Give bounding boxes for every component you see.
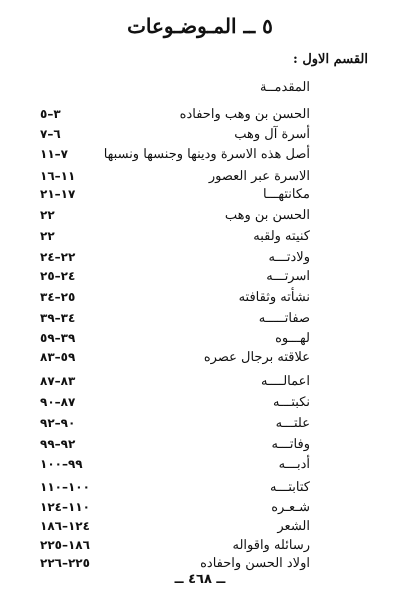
toc-pages: ٩٠–٩٢: [40, 416, 76, 430]
toc-pages: ٣٤–٣٩: [40, 311, 76, 325]
toc-label: اسرتـــه: [266, 269, 310, 284]
toc-row: [40, 500, 310, 520]
section-heading: القسم الاول :: [293, 52, 368, 67]
toc-label: الشعر: [277, 519, 310, 534]
toc-pages: ٧–١١: [40, 147, 68, 161]
toc-label: الحسن بن وهب: [224, 208, 310, 223]
toc-row: [40, 437, 310, 457]
toc-pages: ٩٩–١٠٠: [40, 457, 83, 471]
toc-label: ولادتـــه: [268, 250, 310, 265]
toc-row: [40, 127, 310, 147]
toc-label: كنيته ولقبه: [253, 229, 310, 244]
toc-pages: ٣–٥: [40, 107, 61, 121]
toc-pages: ٩٢–٩٩: [40, 437, 76, 451]
toc-label: أصل هذه الاسرة ودينها وجنسها ونسبها: [103, 147, 310, 162]
toc-label: نكبتـــه: [272, 395, 310, 410]
toc-label: اعمالــــه: [260, 374, 310, 389]
toc-pages: ٢٢–٢٤: [40, 250, 76, 264]
toc-row: [40, 331, 310, 351]
toc-label: لهـــوه: [275, 331, 310, 346]
toc-row: [40, 208, 310, 228]
toc-label: اولاد الحسن واحفاده: [200, 556, 310, 571]
toc-row: [40, 311, 310, 331]
toc-row: [40, 519, 310, 539]
toc-row: [40, 269, 310, 289]
toc-row: [40, 107, 310, 127]
toc-label: كتابتـــه: [269, 480, 310, 495]
toc-row: [40, 480, 310, 500]
toc-row: [40, 169, 310, 189]
toc-pages: ١٧–٢١: [40, 187, 76, 201]
toc-row: [40, 457, 310, 477]
toc-row: [40, 350, 310, 370]
toc-pages: ٢٥–٣٤: [40, 290, 76, 304]
page-number: ــ ٤٦٨ ــ: [174, 572, 226, 587]
toc-label: شـعـره: [271, 500, 310, 515]
toc-row: [40, 147, 310, 167]
toc-row: [40, 538, 310, 558]
toc-label: الحسن بن وهب واحفاده: [179, 107, 310, 122]
toc-label: علتـــه: [275, 416, 310, 431]
toc-pages: ٦–٧: [40, 127, 61, 141]
toc-row: [40, 395, 310, 415]
toc-label: الاسرة عبر العصور: [208, 169, 310, 184]
toc-pages: ١١–١٦: [40, 169, 76, 183]
toc-label: صفاتـــــه: [258, 311, 310, 326]
toc-label: رسائله واقواله: [232, 538, 310, 553]
page-title: ٥ ــ المـوضـوعات: [127, 14, 273, 38]
toc-label: علاقته برجال عصره: [203, 350, 310, 365]
toc-pages: ١٨٦–٢٢٥: [40, 538, 90, 552]
toc-pages: ٢٢: [40, 208, 55, 222]
toc-row: [40, 290, 310, 310]
toc-pages: ٥٩–٨٣: [40, 350, 76, 364]
toc-label: وفاتـــه: [271, 437, 310, 452]
toc-label: أسرة آل وهب: [234, 127, 310, 142]
toc-pages: ١٠٠–١١٠: [40, 480, 90, 494]
toc-label: أدبـــه: [278, 457, 310, 472]
toc-pages: ٨٧–٩٠: [40, 395, 76, 409]
toc-row: [40, 416, 310, 436]
toc-label: نشأته وثقافته: [238, 290, 310, 305]
toc-label: مكانتهـــا: [262, 187, 310, 202]
toc-pages: ١٢٤–١٨٦: [40, 519, 90, 533]
toc-row: [40, 374, 310, 394]
toc-pages: ٢٢: [40, 229, 55, 243]
toc-pages: ٢٤–٢٥: [40, 269, 76, 283]
toc-pages: ٣٩–٥٩: [40, 331, 76, 345]
toc-row: [40, 187, 310, 207]
toc-pages: ٢٢٥–٢٢٦: [40, 556, 90, 570]
toc-row: [40, 250, 310, 270]
toc-pages: ١١٠–١٢٤: [40, 500, 90, 514]
toc-row: [40, 229, 310, 249]
intro-heading: المقدمــة: [259, 80, 310, 95]
toc-pages: ٨٣–٨٧: [40, 374, 76, 388]
